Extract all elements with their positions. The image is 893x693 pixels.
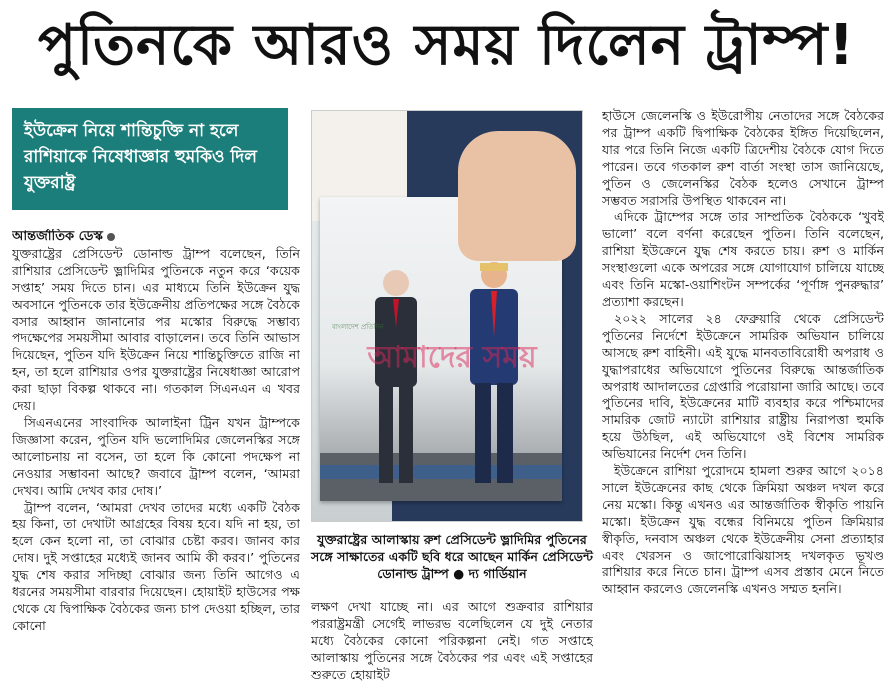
watermark-small: বাংলাদেশ প্রতিদিন [332,323,384,331]
news-photo [311,110,583,522]
article-column-1 [12,229,300,693]
dateline: আন্তর্জাতিক ডেস্ক [12,229,300,246]
watermark: আমাদের সময় [367,340,537,375]
paragraph: ইউক্রেনে রাশিয়া পুরোদমে হামলা শুরুর আগে ২০১৪ সালে ইউক্রেনের কাছ থেকে ক্রিমিয়া অঞ্চল দখল করে নেয় মস্কো। কিন্তু এখনও এর আন্তর্জাতিক স্বীকৃতি পায়নি মস্কো। ইউক্রেন যুদ্ধ বন্ধের বিনিময়ে পুতিন ক্রিমিয়ার স্বীকৃতি, দনবাস অঞ্চল থেকে ইউক্রেনীয় সেনা প্রত্যাহার এবং খেরসন ও জাপোরোঝিয়াসহ দখলকৃত ভূখণ্ড রাশিয়ার করে নিতে চান। ট্রাম্প এসব প্রস্তাব মেনে নিতে আহ্বান করলেও জেলেনস্কি এখনও সম্মত হননি। [602,463,884,597]
subheadline-box: ইউক্রেন নিয়ে শান্তিচুক্তি না হলে রাশিয়াকে নিষেধাজ্ঞার হুমকিও দিল যুক্তরাষ্ট্র [12,108,288,210]
paragraph: যুক্তরাষ্ট্রের প্রেসিডেন্ট ডোনাল্ড ট্রাম্প বলেছেন, তিনি রাশিয়ার প্রেসিডেন্ট ভ্লাদিমির পুতিনকে নতুন করে ‘কয়েক সপ্তাহ’ সময় দিতে চান। এর মাধ্যমে তিনি ইউক্রেন যুদ্ধ অবসানে পুতিনকে তার ইউক্রেনীয় প্রতিপক্ষের সঙ্গে বৈঠকে বসার আহ্বান জানানোর পর মস্কোর বিরুদ্ধে সম্ভাব্য পদক্ষেপের সময়সীমা আবার বাড়ালেন। তবে তিনি আভাস দিয়েছেন, পুতিন যদি ইউক্রেন নিয়ে শান্তিচুক্তিতে রাজি না হন, তা হলে রাশিয়ার ওপর যুক্তরাষ্ট্রের নিষেধাজ্ঞা আরোপ করা ছাড়া বিকল্প থাকবে না। গতকাল সিএনএন এ খবর দেয়। [12,245,300,414]
headline: পুতিনকে আরও সময় দিলেন ট্রাম্প! [37,13,856,78]
paragraph: এদিকে ট্রাম্পের সঙ্গে তার সাম্প্রতিক বৈঠককে ‘খুবই ভালো’ বলে বর্ণনা করেছেন পুতিন। তিনি বলেছেন, রাশিয়া ইউক্রেনে যুদ্ধ শেষ করতে চায়। রুশ ও মার্কিন সংস্থাগুলো একে অপরের সঙ্গে যোগাযোগ চালিয়ে যাচ্ছে এবং তিনি মস্কো-ওয়াশিংটন সম্পর্কের ‘পূর্ণাঙ্গ পুনরুদ্ধার’ প্রত্যাশা করছেন। [602,209,884,309]
photo-caption [311,531,593,593]
article-column-2 [311,599,593,693]
bullet-icon [107,233,115,241]
article-column-3 [602,108,884,693]
paragraph: ২০২২ সালের ২৪ ফেব্রুয়ারি থেকে প্রেসিডেন্ট পুতিনের নির্দেশে ইউক্রেনে সামরিক অভিযান চালিয়ে আসছে রুশ বাহিনী। এই যুদ্ধে মানবতাবিরোধী অপরাধ ও যুদ্ধাপরাধের অভিযোগে পুতিনের বিরুদ্ধে আন্তর্জাতিক অপরাধ আদালতের গ্রেপ্তারি পরোয়ানা জারি আছে। তবে পুতিনের দাবি, ইউক্রেনের মাটি ব্যবহার করে পশ্চিমাদের সামরিক জোট ন্যাটো রাশিয়ার রাষ্ট্রীয় নিরাপত্তা হুমকি হয়ে উঠছিল, এই অভিযোগে ওই বিশেষ সামরিক অভিযানের নির্দেশ দেন তিনি। [602,310,884,462]
caption-credit: দ্য গার্ডিয়ান [468,566,527,581]
hand-holding-photo [458,131,576,261]
caption-text: যুক্তরাষ্ট্রের আলাস্কায় রুশ প্রেসিডেন্ট ভ্লাদিমির পুতিনের সঙ্গে সাক্ষাতের একটি ছবি ধরে আছেন মার্কিন প্রেসিডেন্ট ডোনাল্ড ট্রাম্প [311,532,593,581]
paragraph: সিএনএনের সাংবাদিক আলাইনা ট্রিন যখন ট্রাম্পকে জিজ্ঞাসা করেন, পুতিন যদি ভলোদিমির জেলেনস্কির সঙ্গে আলোচনায় না বসেন, তা হলে কি কোনো পদক্ষেপ না নেওয়ার সম্ভাবনা আছে? জবাবে ট্রাম্প বলেন, ‘আমরা দেখব। আমি দেখব কার দোষ।’ [12,414,300,498]
paragraph: ট্রাম্প বলেন, ‘আমরা দেখব তাদের মধ্যে একটি বৈঠক হয় কিনা, তা দেখাটা আগ্রহের বিষয় হবে। যদি না হয়, তা হলে কেন হলো না, তা বোঝার চেষ্টা করব। জানব কার দোষ। দুই সপ্তাহের মধ্যেই জানব আমি কী করব।’ পুতিনের যুদ্ধ শেষ করার সদিচ্ছা বোঝার জন্য তিনি আগেও এ ধরনের সময়সীমা বারবার দিয়েছেন। হোয়াইট হাউসের পক্ষ থেকে যে দ্বিপাক্ষিক বৈঠকের জন্য চাপ দেওয়া হচ্ছিল, তার কোনো [12,499,300,633]
paragraph: লক্ষণ দেখা যাচ্ছে না। এর আগে শুক্রবার রাশিয়ার পররাষ্ট্রমন্ত্রী সের্গেই লাভরভ বলেছিলেন যে দুই নেতার মধ্যে বৈঠকের কোনো পরিকল্পনা নেই। গত সপ্তাহে আলাস্কায় পুতিনের সঙ্গে বৈঠকের পর এবং এই সপ্তাহের শুরুতে হোয়াইট [311,599,593,682]
paragraph: হাউসে জেলেনস্কি ও ইউরোপীয় নেতাদের সঙ্গে বৈঠকের পর ট্রাম্প একটি দ্বিপাক্ষিক বৈঠকের ইঙ্গিত দিয়েছিলেন, যার পরে তিনি নিজে একটি ত্রিদেশীয় বৈঠকে যোগ দিতে পারেন। তবে গতকাল রুশ বার্তা সংস্থা তাস জানিয়েছে, পুতিন ও জেলেনস্কির বৈঠক হলেও সেখানে ট্রাম্প সম্ভবত সরাসরি উপস্থিত থাকবেন না। [602,108,884,208]
caption-bullet: ● [453,566,469,581]
